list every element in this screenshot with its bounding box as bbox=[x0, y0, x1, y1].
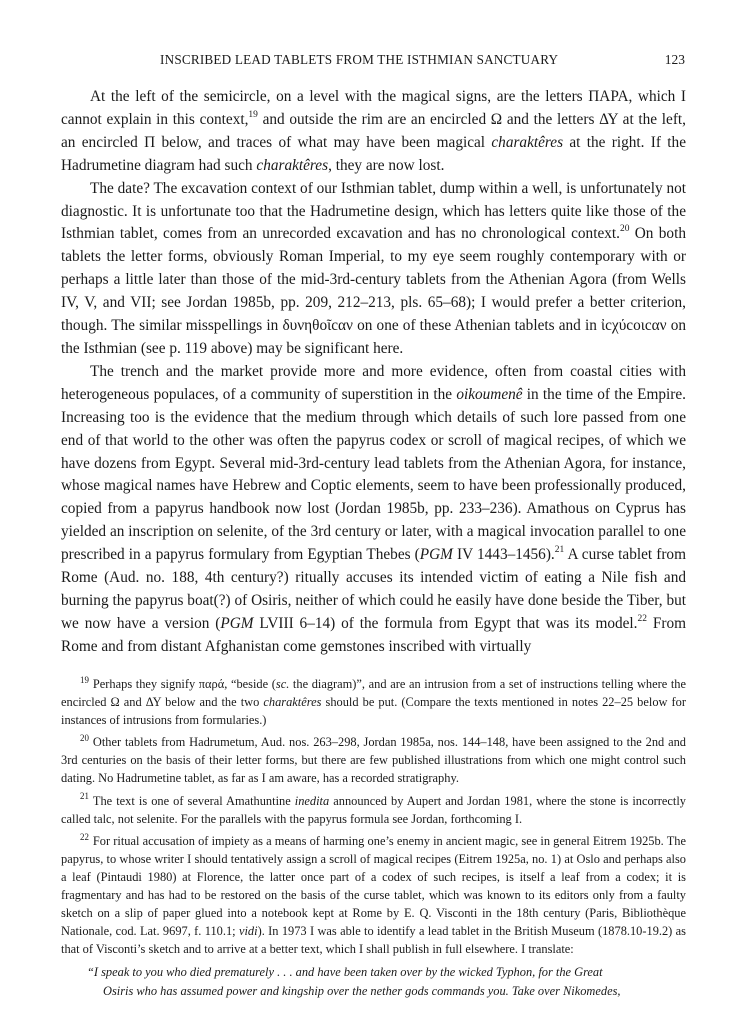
text-run: Other tablets from Hadrumetum, Aud. nos. 263–298, Jordan 1985a, nos. 144–148, have been assigned to the 2nd and 3rd centuries on the basis of their letter forms, but there are few published illustrations from which one might control such dating. No Hadrumetine tablet, as far as I am aware, has a recorded stratigraphy. bbox=[61, 735, 686, 786]
footnote-ref-22[interactable]: 22 bbox=[637, 613, 647, 624]
text-run: A curse tablet from Rome (Aud. no. 188, 4th century?) ritually accuses its intended victim of eating a Nile fish and burning the papyrus boat(?) of Osiris, neither of which could he easily have done beside the Tiber, but we now have a version ( bbox=[61, 546, 686, 632]
text-run: For ritual accusation of impiety as a means of harming one’s enemy in ancient magic, see in general Eitrem 1925b. The papyrus, to whose writer I should tentatively assign a scroll of magical recipes (Eitrem 1925a, no. 1) at Oslo and perhaps also a leaf (Pintaudi 1980) at Florence, the latter once part of a codex of such recipes, is itself a leaf from a codex; it is fragmentary and has had to be restored on the basis of the curse tablet, which was known to its editors only from a faulty sketch on a slip of paper glued into a notebook kept at Rome by E. Q. Visconti in the 18th century (Paris, Bibliothèque Nationale, cod. Lat. 9697, f. 110.1; bbox=[61, 833, 686, 939]
page-number: 123 bbox=[664, 52, 685, 67]
text-run: On both tablets the letter forms, obviously Roman Imperial, to my eye seem roughly contemporary with or perhaps a little later than those of the mid-3rd-century tablets from the Athenian Agora (from Wells IV, V, and VII; see Jordan 1985b, pp. 209, 212–213, pls. 65–68); I would prefer a better criterion, though. The similar misspellings in δυνηθοῖcαν on one of these Athenian tablets and in ἰcχύcοιcαν on the Isthmian (see p. 119 above) may be significant here. bbox=[61, 225, 686, 357]
text-run: The date? The excavation context of our Isthmian tablet, dump within a well, is unfortunately not diagnostic. It is unfortunate too that the Hadrumetine design, which has letters quite like those of the Isthmian tablet, comes from an unrecorded excavation and has no chronological context. bbox=[61, 179, 686, 243]
text-run: From Rome and from distant Afghanistan come gemstones inscribed with virtually bbox=[61, 614, 687, 655]
footnote-22 bbox=[61, 832, 686, 959]
footnote-number: 19 bbox=[80, 674, 89, 685]
running-title: INSCRIBED LEAD TABLETS FROM THE ISTHMIAN SANCTUARY bbox=[160, 52, 559, 67]
text-run: At the left of the semicircle, on a level with the magical signs, are the letters ΠΑΡΑ, which I cannot explain in this context, bbox=[61, 88, 686, 128]
italic-term: charaktêres bbox=[256, 156, 329, 174]
footnote-ref-21[interactable]: 21 bbox=[554, 545, 565, 556]
italic-term: charaktêres bbox=[491, 133, 564, 151]
text-run: should be put. (Compare the texts mentioned in notes 22–25 below for instances of intrusions from formularies.) bbox=[61, 695, 686, 728]
italic-term: PGM bbox=[419, 546, 453, 564]
italic-term: PGM bbox=[220, 614, 254, 632]
main-text bbox=[61, 86, 686, 659]
text-run: at the right. If the Hadrumetine diagram had such bbox=[61, 133, 686, 174]
paragraph-3 bbox=[61, 361, 686, 659]
text-run: LVIII 6–14) of the formula from Egypt that was its model. bbox=[253, 614, 638, 632]
quote-line-2: Osiris who has assumed power and kingship over the nether gods commands you. Take over Nikomedes, bbox=[103, 983, 621, 998]
footnote-number: 20 bbox=[80, 733, 89, 744]
text-run: The text is one of several Amathuntine bbox=[92, 793, 295, 808]
text-run: Perhaps they signify παρά, “beside ( bbox=[92, 677, 276, 691]
footnote-number: 22 bbox=[80, 831, 89, 842]
italic-term: vidi bbox=[238, 924, 258, 939]
text-run: IV 1443–1456). bbox=[452, 546, 555, 564]
running-header bbox=[160, 52, 685, 72]
footnote-21 bbox=[61, 792, 686, 828]
footnote-19 bbox=[61, 675, 686, 729]
footnote-number: 21 bbox=[80, 791, 89, 802]
italic-term: sc. bbox=[275, 677, 290, 691]
block-quote bbox=[87, 963, 686, 999]
text-run: in the time of the Empire. Increasing too is the evidence that the medium through which details of such lore passed from one end of that world to the other was often the papyrus codex or scroll of magical recipes, of which we have dozens from Egypt. Several mid-3rd-century lead tablets from the Athenian Agora, for instance, whose magical names have Hebrew and Coptic elements, seem to have been professionally produced, copied from a papyrus handbook now lost (Jordan 1985b, pp. 233–236). Amathous on Cyprus has yielded an inscription on selenite, of the 3rd century or later, with a magical invocation parallel to one prescribed in a papyrus formulary from Egyptian Thebes ( bbox=[61, 385, 686, 564]
quote-line-1: “I speak to you who died prematurely . . . and have been taken over by the wicked Typhon, for the Great bbox=[87, 965, 603, 980]
italic-term: charaktêres bbox=[263, 695, 322, 710]
text-run: ). In 1973 I was able to identify a lead tablet in the British Museum (1878.10-19.2) as that of Visconti’s sketch and to arrive at a better text, which I shall publish in full elsewhere. I translate: bbox=[61, 924, 686, 957]
text-run: and outside the rim are an encircled Ω and the letters ΔΥ at the left, an encircled Π below, and traces of what may have been magical bbox=[61, 110, 686, 151]
footnote-ref-20[interactable]: 20 bbox=[619, 224, 630, 235]
text-run: , they are now lost. bbox=[328, 156, 445, 174]
italic-term: inedita bbox=[294, 793, 330, 808]
text-run: the diagram)”, and are an intrusion from a set of instructions telling where the encircled Ω and ΔΥ below and the two bbox=[61, 677, 686, 710]
text-run: announced by Aupert and Jordan 1981, where the stone is incorrectly called talc, not selenite. For the parallels with the papyrus formula see Jordan, forthcoming I. bbox=[61, 793, 686, 826]
footnote-ref-19[interactable]: 19 bbox=[248, 109, 258, 120]
footnotes bbox=[61, 675, 686, 1000]
paragraph-2 bbox=[61, 178, 686, 361]
paragraph-1 bbox=[61, 86, 686, 178]
footnote-20 bbox=[61, 733, 686, 787]
italic-term: oikoumenê bbox=[456, 385, 523, 403]
text-run: The trench and the market provide more and more evidence, often from coastal cities with heterogeneous populaces, of a community of superstition in the bbox=[61, 362, 686, 403]
